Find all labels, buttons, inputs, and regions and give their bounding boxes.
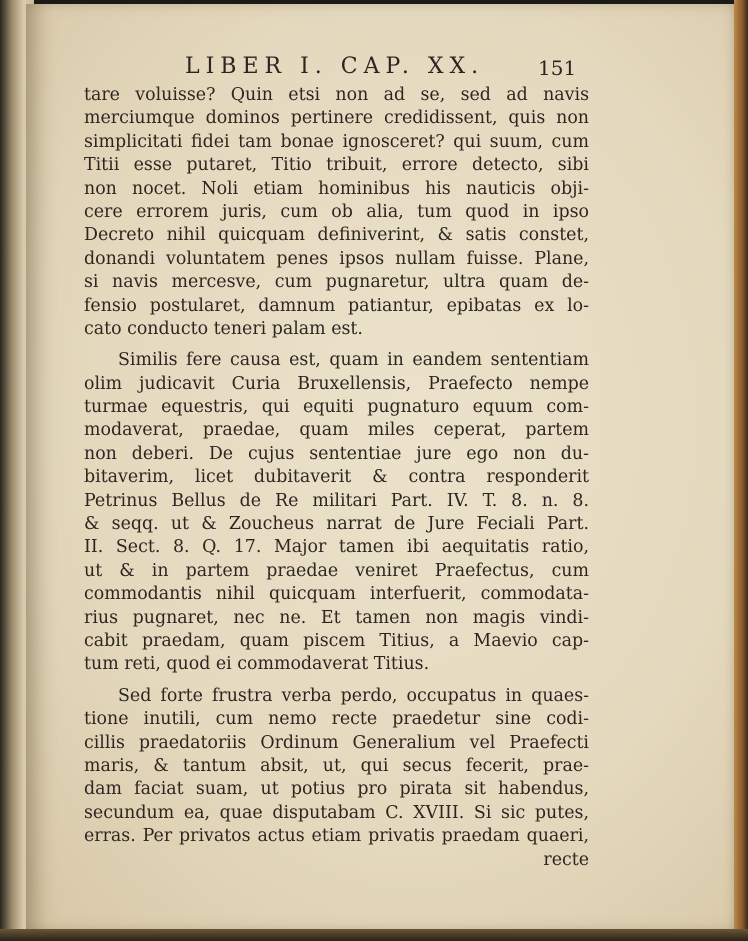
text-line: tare voluisse? Quin etsi non ad se, sed ad navis: [84, 85, 589, 105]
text-line: simplicitati fidei tam bonae ignosceret? qui suum, cum: [84, 131, 589, 152]
book-bottom-edge: [0, 929, 748, 941]
text-line: turmae equestris, qui equiti pugnaturo equum com-: [84, 397, 589, 418]
text-line: Sed forte frustra verba perdo, occupatus in quaes-: [118, 685, 589, 706]
text-line: tione inutili, cum nemo recte praedetur sine codi-: [84, 709, 589, 730]
running-title: LIBER I. CAP. XX.: [185, 54, 485, 79]
catchword: recte: [543, 849, 589, 870]
text-line: Decreto nihil quicquam definiverint, & satis constet,: [84, 225, 589, 246]
page-number: 151: [538, 56, 577, 80]
text-line: fensio postularet, damnum patiantur, epibatas ex lo-: [84, 295, 589, 316]
text-line: maris, & tantum absit, ut, qui secus fecerit, prae-: [84, 755, 589, 776]
text-line: II. Sect. 8. Q. 17. Major tamen ibi aequitatis ratio,: [84, 537, 589, 558]
text-line: cabit praedam, quam piscem Titius, a Maevio cap-: [84, 630, 589, 651]
text-line: modaverat, praedae, quam miles ceperat, partem: [84, 420, 589, 441]
text-line: erras. Per privatos actus etiam privatis praedam quaeri,: [84, 826, 589, 847]
text-line: non nocet. Noli etiam hominibus his nauticis obji-: [84, 178, 589, 199]
text-line: bitaverim, licet dubitaverit & contra responderit: [84, 467, 589, 488]
text-line: cillis praedatoriis Ordinum Generalium vel Praefecti: [84, 732, 589, 753]
text-line: dam faciat suam, ut potius pro pirata sit habendus,: [84, 779, 589, 800]
text-line: merciumque dominos pertinere credidissent, quis non: [84, 108, 589, 129]
text-line: commodantis nihil quicquam interfuerit, commodata-: [84, 584, 589, 605]
text-line: tum reti, quod ei commodaverat Titius.: [84, 654, 430, 675]
text-line: rius pugnaret, nec ne. Et tamen non magis vindi-: [84, 607, 589, 628]
text-line: Similis fere causa est, quam in eandem sententiam: [118, 350, 589, 371]
text-line: cato conducto teneri palam est.: [84, 318, 363, 339]
text-line: si navis mercesve, cum pugnaretur, ultra quam de-: [84, 272, 589, 293]
text-line: non deberi. De cujus sententiae jure ego non du-: [84, 443, 589, 464]
text-line: Petrinus Bellus de Re militari Part. IV. T. 8. n. 8.: [84, 490, 589, 511]
text-line: Titii esse putaret, Titio tribuit, errore detecto, sibi: [84, 155, 589, 176]
text-line: donandi voluntatem penes ipsos nullam fuisse. Plane,: [84, 248, 589, 269]
text-line: secundum ea, quae disputabam C. XVIII. Si sic putes,: [84, 802, 589, 823]
text-line: cere errorem juris, cum ob alia, tum quod in ipso: [84, 201, 589, 222]
body-text: [84, 84, 589, 872]
text-line: ut & in partem praedae veniret Praefectus, cum: [84, 560, 589, 581]
text-line: & seqq. ut & Zoucheus narrat de Jure Feciali Part.: [84, 514, 589, 535]
text-line: olim judicavit Curia Bruxellensis, Praefecto nempe: [84, 373, 589, 394]
book-right-edge: [734, 0, 748, 941]
